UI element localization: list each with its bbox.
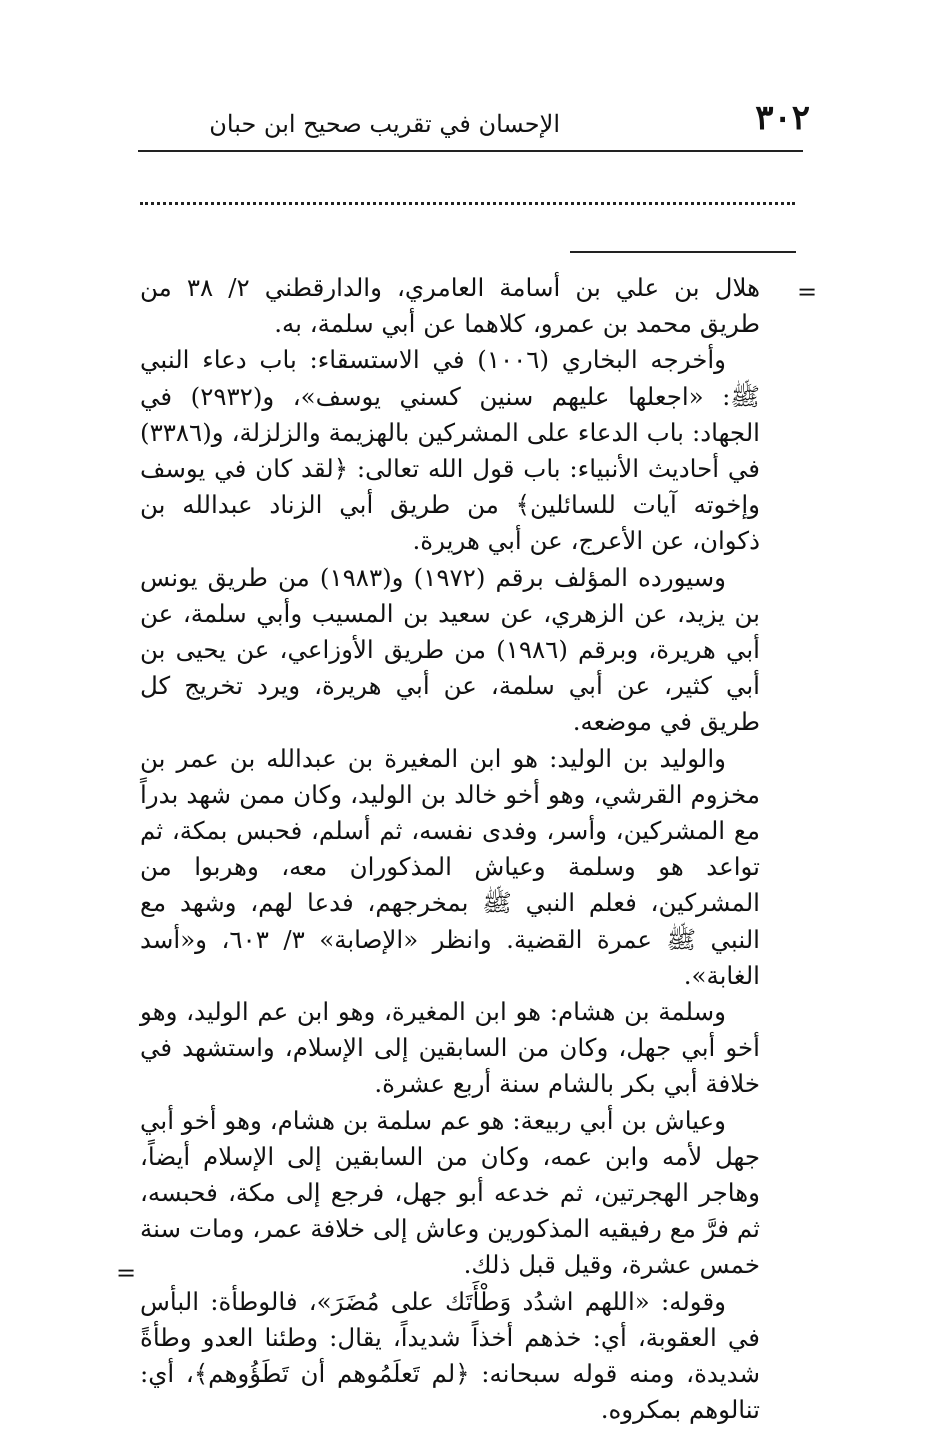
footnote-separator-rule	[570, 251, 796, 253]
footnote-paragraph: وسلمة بن هشام: هو ابن المغيرة، وهو ابن عم الوليد، وهو أخو أبي جهل، وكان من السابقين إلى الإسلام، واستشهد في خلافة أبي بكر بالشام سنة أربع عشرة.	[140, 997, 760, 1099]
continuation-marker-top: =	[797, 278, 818, 306]
running-header-title: الإحسان في تقريب صحيح ابن حبان	[209, 110, 560, 138]
footnote-paragraph: والوليد بن الوليد: هو ابن المغيرة بن عبدالله بن عمر بن مخزوم القرشي، وهو أخو خالد بن الوليد، وكان ممن شهد بدراً مع المشركين، وأسر، وفدى نفسه، ثم أسلم، فحبس بمكة، ثم تواعد هو وسلمة وعياش المذكوران معه، وهربوا من المشركين، فعلم النبي ﷺ بمخرجهم، فدعا لهم، وشهد مع النبي ﷺ عمرة القضية. وانظر «الإصابة» ٣/ ٦٠٣، و«أسد الغابة».	[140, 743, 760, 990]
page-number: ٣٠٢	[755, 98, 810, 138]
footnote-paragraph: وأخرجه البخاري (١٠٠٦) في الاستسقاء: باب دعاء النبي ﷺ: «اجعلها عليهم سنين كسني يوسف»، و(٢٩٣٢) في الجهاد: باب الدعاء على المشركين بالهزيمة والزلزلة، و(٣٣٨٦) في أحاديث الأنبياء: باب قول الله تعالى: ﴿لقد كان في يوسف وإخوته آيات للسائلين﴾ من طريق أبي الزناد عبدالله بن ذكوان، عن الأعرج، عن أبي هريرة.	[140, 345, 760, 556]
footnote-paragraph: وقوله: «اللهم اشدُد وَطْأَتَك على مُضَرَ»، فالوطأة: البأس في العقوبة، أي: خذهم أخذاً شديداً، يقال: وطئنا العدو وطأةً شديدة، ومنه قوله سبحانه: ﴿لم تَعلَمُوهم أن تَطَؤُوهم﴾، أي: تنالوهم بمكروه.	[140, 1286, 760, 1425]
footnote-body	[140, 270, 760, 1429]
continuation-marker-bottom: =	[116, 1259, 137, 1287]
elided-text-dotted-line	[140, 202, 795, 205]
footnote-paragraph: وسيورده المؤلف برقم (١٩٧٢) و(١٩٨٣) من طريق يونس بن يزيد، عن الزهري، عن سعيد بن المسيب وأبي سلمة، عن أبي هريرة، وبرقم (١٩٨٦) من طريق الأوزاعي، عن يحيى بن أبي كثير، عن أبي سلمة، عن أبي هريرة، ويرد تخريج كل طريق في موضعه.	[140, 562, 760, 737]
header-rule	[138, 150, 803, 152]
footnote-paragraph: هلال بن علي بن أسامة العامري، والدارقطني ٢/ ٣٨ من طريق محمد بن عمرو، كلاهما عن أبي سلمة، به.	[140, 273, 760, 339]
footnote-paragraph: وعياش بن أبي ربيعة: هو عم سلمة بن هشام، وهو أخو أبي جهل لأمه وابن عمه، وكان من السابقين إلى الإسلام أيضاً، وهاجر الهجرتين، ثم خدعه أبو جهل، فرجع إلى مكة، فحبسه، ثم فرَّ مع رفيقيه المذكورين وعاش إلى خلافة عمر، ومات سنة خمس عشرة، وقيل قبل ذلك.	[140, 1105, 760, 1280]
